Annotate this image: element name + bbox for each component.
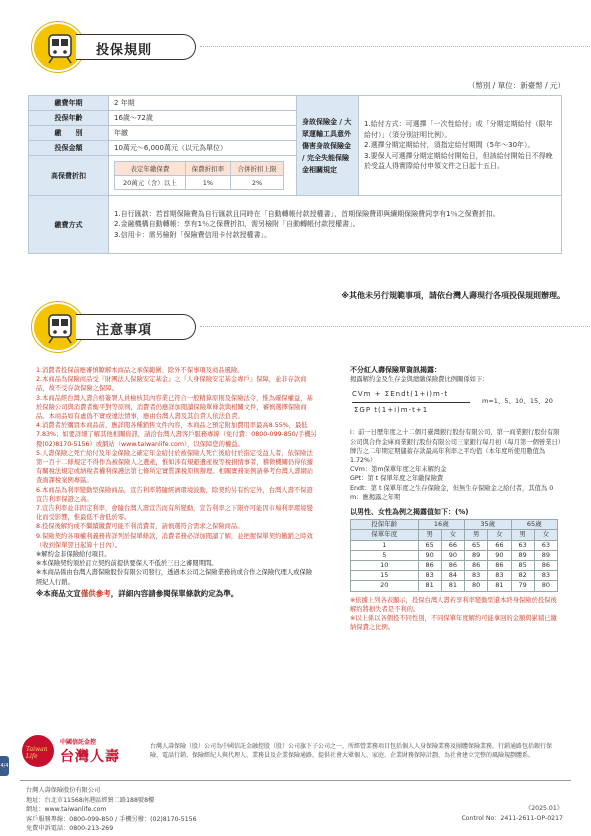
payment-method-3: 3.信用卡：需另檢附「保險費信用卡付款授權書」。 <box>114 230 272 239</box>
disclosure-column <box>350 366 562 632</box>
def-i: i：前一日歷年度之十二個月臺灣銀行股份有限公司、第一商業銀行股份有限公司與合作金庫商業銀行股份有限公司三家銀行每月初（每月第一個營業日）牌告之二年期定期儲蓄存款最高年利率之平均值（本年度所使用數值為1.72%） <box>350 429 561 465</box>
edition: 《2025.01》 <box>525 805 563 812</box>
rate-age-35: 35歲 <box>465 520 511 530</box>
footer-hotline: 客戶服務專線：0800-099-850 / 手機另撥：(02)8170-5156 <box>26 815 197 823</box>
note-item: 7.宣告利率並非固定利率，會隨台灣人壽宣告而有所變動，宣告利率之下限亦可能因市場利率環境變化而受影響，惟最低不會低於零。 <box>36 505 313 522</box>
sum-insured-value: 10萬元～6,000萬元（以元為單位） <box>109 141 297 156</box>
note-item: 4.消費者於購買本商品前，應詳閱各種銷售文件內容，本商品之預定附加費用率最高8.55%，最低7.83%；如要詳細了解其他相關資訊，請洽台灣人壽客戶服務專線（免付費：0800-099-850/手機另撥(02)8170-5156）或網站（www.taiwanlife.com），以保障您的權益。 <box>36 422 317 448</box>
note-item: 5.人壽保險之死亡給付及年金保險之確定年金給付於被保險人死亡後給付於指定受益人者，依保險法第一百十二條規定不得作為被保險人之遺產，惟如涉有規避遺產稅等稅捐情事者，稽徵機關仍得依據有關稅法規定或納稅者權利保護法第七條所定實質課稅原則辦理。相關實務案例請參考台灣人壽網站查詢課稅案例專區。 <box>36 449 314 485</box>
cell: 82 <box>511 571 534 581</box>
cell: 86 <box>488 561 511 571</box>
cell: 89 <box>511 550 534 560</box>
cell: 83 <box>465 571 488 581</box>
insured-age-value: 16歲～72歲 <box>109 111 297 126</box>
rate-male: 男 <box>511 530 534 540</box>
discount-header-cap: 合併折扣上限 <box>230 162 283 176</box>
payment-mode-value: 年繳 <box>109 126 297 141</box>
rules-table <box>28 95 562 254</box>
discount-rate: 1% <box>185 176 230 190</box>
formula-denominator: ΣGP t(1+i)m-t+1 <box>354 406 429 415</box>
note-item: 2.本商品為保險商品受『財團法人保險安定基金』之『人身保險安定基金專戶』保障，並非存款商品，故不受存款保險之保障。 <box>36 376 307 393</box>
payment-term-value: 2 年期 <box>109 96 297 111</box>
cell: 81 <box>441 581 464 591</box>
rate-note-2: ※以上係以各個投不同性別，不同保單年度解約可能拿回的金額與累積已繳納保費之比例。 <box>350 614 557 631</box>
discount-cell <box>109 156 297 196</box>
discount-header-rate: 保費折扣率 <box>185 162 230 176</box>
cell: 89 <box>534 550 557 560</box>
other-rules-note: ※其他未另行規範事項，請依台灣人壽現行各項投保規則辦理。 <box>341 291 565 300</box>
notes-list <box>36 366 318 598</box>
payment-method-label: 繳費方式 <box>29 196 109 254</box>
discount-premium: 20萬元（含）以上 <box>115 176 186 190</box>
cell: 20 <box>351 581 419 591</box>
disclosure-title: 不分紅人壽保險單資訊揭露： <box>350 366 441 374</box>
cell: 81 <box>418 581 441 591</box>
cell: 63 <box>511 540 534 550</box>
footer-contact <box>26 786 197 834</box>
note-item: 6.本商品為利率變動型保險商品，宣告利率將隨經濟環境波動，除契約另有約定外，台灣人壽不保證宣告利率保證之高。 <box>36 486 313 503</box>
cell: 83 <box>534 571 557 581</box>
control-number: Control No：2411-2611-OP-0217 <box>461 815 563 822</box>
rate-female: 女 <box>488 530 511 540</box>
cell: 89 <box>465 550 488 560</box>
train-icon <box>44 312 76 346</box>
def-cv: CVm：第m保單年度之年末解約金 <box>350 466 447 474</box>
note-item: ※解約金非保險給付項目。 <box>36 551 111 559</box>
unit-note: （幣別 / 單位：新臺幣 / 元） <box>467 81 565 90</box>
brand-parent: 中國信託金控 <box>60 739 97 746</box>
logo-text: Taiwan Life <box>26 746 48 760</box>
cell: 83 <box>418 571 441 581</box>
def-gp: GPt：第 t 保單年度之年繳保險費 <box>350 475 444 483</box>
note-item: 3.本商品經台灣人壽合格簽署人員檢核其內容業已符合一般精算原則及保險法令，惟為確保權益，基於保險公司與消費者衡平對等原則，消費者仍應詳加閱讀保險單條款與相關文件，審慎選擇保險商品。本商品如有虛偽不實或違法情事，應由台灣人壽及其負責人依法負責。 <box>36 394 313 421</box>
table-row <box>351 581 558 591</box>
sum-insured-label: 投保金額 <box>29 141 109 156</box>
page-indicator: 4/4 <box>0 756 9 776</box>
benefit-rule-3: 3.要保人可選擇分期定期給付開始日，但該給付開始日不得晚於受益人得實際給付申領文件之日起十五日。 <box>364 151 553 171</box>
cell: 5 <box>351 550 419 560</box>
cell: 90 <box>441 550 464 560</box>
footer-complaint: 免費申訴電話：0800-213-269 <box>26 825 114 832</box>
cell: 86 <box>441 561 464 571</box>
formula-definitions <box>350 428 562 502</box>
discount-label: 高保費折扣 <box>29 156 109 196</box>
def-m: m：應揭露之年期 <box>350 493 401 501</box>
note-item: ※本保險契約須於訂立契約前提供要保人不低於三日之審閱期間。 <box>36 560 218 568</box>
benefit-rule-2: 2.選擇分期定期給付，須指定給付期間（5年～30年）。 <box>364 141 535 150</box>
cell: 66 <box>441 540 464 550</box>
payment-method-1: 1.自行匯款：若首期保險費為自行匯款且同時在「自動轉帳付款授權書」，首期保險費即與續期保險費同享有1％之保費折扣。 <box>114 209 500 218</box>
benefit-label: 身故保險金 / 大眾運輸工具意外傷害身故保險金 / 完全失能保險金相關規定 <box>297 96 359 196</box>
payment-mode-label: 繳 別 <box>29 126 109 141</box>
payment-methods <box>109 196 562 254</box>
rate-table <box>350 519 558 591</box>
cell: 66 <box>488 540 511 550</box>
footer-meta <box>461 804 563 824</box>
payment-term-label: 繳費年期 <box>29 96 109 111</box>
important-highlight: 僅供參考 <box>80 588 111 598</box>
cell: 90 <box>488 550 511 560</box>
train-icon <box>44 32 76 66</box>
brand-description: 台灣人壽保險（股）公司為中國信託金融控股（股）公司旗下子公司之一，所經營業務項目包括個人人身保險業務及團體保險業務，行銷通路包括銀行保險、電話行銷、保險經紀人與代理人、業務員及企業保險通路，提供社會大眾個人、家庭、企業財務保障計劃，為社會建立完整的風險規劃體系。 <box>150 743 553 759</box>
cell: 79 <box>511 581 534 591</box>
discount-table <box>114 161 284 190</box>
rate-age-header: 投保年齡 <box>351 520 419 530</box>
discount-cap: 2% <box>230 176 283 190</box>
important-suffix: ，詳細內容請參閱保單條款約定為準。 <box>110 588 239 598</box>
footer-divider <box>20 780 571 781</box>
rate-age-65: 65歲 <box>511 520 557 530</box>
important-note <box>36 589 318 598</box>
footer-web-link[interactable]: 網址：www.taiwanlife.com <box>26 806 107 813</box>
cell: 15 <box>351 571 419 581</box>
table-row <box>351 540 558 550</box>
logo-icon <box>22 735 54 767</box>
section-title-bar <box>76 34 196 60</box>
formula-numerator: CVm + ΣEndt(1+i)m-t <box>352 390 449 399</box>
rate-female: 女 <box>534 530 557 540</box>
cell: 86 <box>465 561 488 571</box>
table-row <box>351 571 558 581</box>
rate-age-16: 16歲 <box>418 520 464 530</box>
cell: 83 <box>488 571 511 581</box>
disclosure-formula <box>350 388 562 428</box>
cell: 1 <box>351 540 419 550</box>
cell: 84 <box>441 571 464 581</box>
rate-notes <box>350 596 562 632</box>
cell: 90 <box>418 550 441 560</box>
divider <box>200 326 590 327</box>
cell: 85 <box>511 561 534 571</box>
footer-company: 台灣人壽保險股份有限公司 <box>26 787 101 794</box>
section-title: 投保規則 <box>96 43 153 58</box>
note-item: ※本商品係由台灣人壽保險股份有限公司發行，透過本公司之保險業務員或合作之保險代理人或保險經紀人行銷。 <box>36 569 313 586</box>
table-row <box>351 561 558 571</box>
note-item: 1.消費者投保前應審慎瞭解本商品之承保範圍、除外不保事項及商品風險。 <box>36 367 244 374</box>
rate-female: 女 <box>441 530 464 540</box>
rate-year-header: 保單年度 <box>351 530 419 540</box>
important-prefix: ※本商品文宣 <box>36 588 81 598</box>
cell: 80 <box>534 581 557 591</box>
note-item: 9.保險契約各項權利義務皆詳列於保單條款，消費者務必詳加閱讀了解，並把握保單契約撤銷之時效（收到保單翌日起算十日內）。 <box>36 532 313 549</box>
rate-male: 男 <box>418 530 441 540</box>
cell: 86 <box>534 561 557 571</box>
rate-note-1: ※依據上列各表顯示，投保台灣人壽若享利率變動型還本終身保險於投保後解約將損失者是不利的。 <box>350 596 557 613</box>
brand-logo <box>22 735 144 769</box>
brand-name: 台灣人壽 <box>60 749 120 765</box>
rate-table-title: 以男性、女性為例之揭露值如下：(%) <box>350 508 469 517</box>
benefit-rules <box>359 96 562 196</box>
cell: 65 <box>465 540 488 550</box>
cell: 86 <box>418 561 441 571</box>
divider <box>200 46 590 47</box>
payment-method-2: 2.金融機構自動轉帳：享有1％之保費折扣，需另檢附「自動轉帳付款授權書」。 <box>114 220 360 229</box>
section-title: 注意事項 <box>96 323 153 338</box>
formula-line <box>352 402 470 403</box>
discount-header-premium: 表定年繳保費 <box>115 162 186 176</box>
insured-age-label: 投保年齡 <box>29 111 109 126</box>
formula-years: m=1、5、10、15、20 <box>482 397 553 406</box>
disclosure-intro: 揭露解約金及生存金與總繳保險費比例關係如下： <box>350 376 489 384</box>
rate-male: 男 <box>465 530 488 540</box>
cell: 81 <box>488 581 511 591</box>
cell: 65 <box>418 540 441 550</box>
benefit-rule-1: 1.給付方式：可選擇「一次性給付」或「分期定期給付（限年給付）」（須分別註明比例）。 <box>364 120 553 139</box>
cell: 10 <box>351 561 419 571</box>
table-row <box>351 550 558 560</box>
cell: 80 <box>465 581 488 591</box>
def-endt: Endt：第 t 保單年度之生存保險金，但無生存保險金之給付者，其值為 0 <box>350 484 554 492</box>
note-item: 8.投保後解約或不繼續繳費可能不利消費者，請慎選符合需求之保險商品。 <box>36 523 244 531</box>
section-title-bar <box>76 314 196 340</box>
footer-address: 地址：台北市11568南港區經貿二路188號8樓 <box>26 796 155 804</box>
cell: 63 <box>534 540 557 550</box>
